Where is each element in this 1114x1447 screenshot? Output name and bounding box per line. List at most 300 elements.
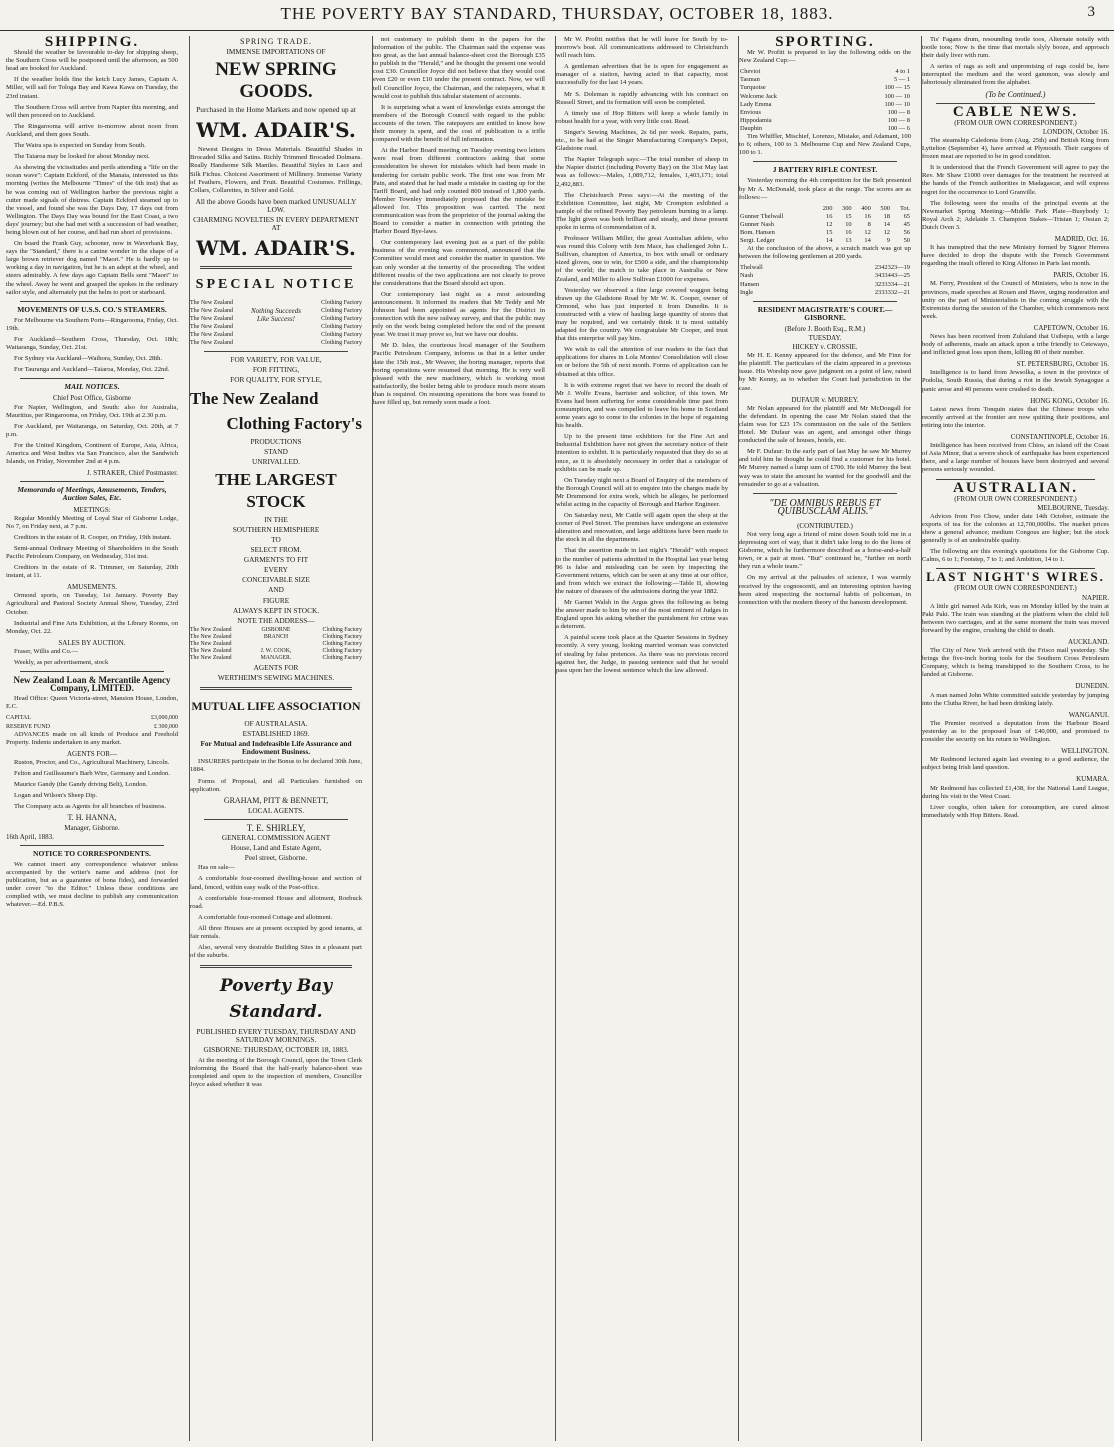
meeting-item: Creditors in the estate of R. Cooper, on Friday, 19th instant. xyxy=(14,533,172,541)
totals-row xyxy=(739,289,911,297)
movement-item: For Tauranga and Auckland—Taiaroa, Monday, Oct. 22nd. xyxy=(14,366,170,374)
table-cell: 5 — 1 xyxy=(894,76,910,84)
sale-item: A comfortable four-roomed House and allotment, Roebuck road. xyxy=(190,894,362,910)
cable-para: It is understood that the French Government will agree to pay the Rev. Mr Shaw £1000 over damages for the treatment he received at the hands of the French authorities in Madagascar, and will express regret for the occurrence to Lord Granville. xyxy=(922,164,1109,196)
table-cell: Welcome Jack xyxy=(740,92,777,100)
table-cell: 10 xyxy=(845,220,852,228)
shipping-para: The Taiaroa may be looked for about Monday next. xyxy=(14,153,150,161)
agents-for: AGENTS FOR xyxy=(253,662,299,672)
aus-para: The following are this evening's quotations for the Gisborne Cup. Calms, 6 to 1; Footstep, 7 to 1; and Ambition, 14 to 1. xyxy=(922,548,1109,564)
select-from: SELECT FROM. xyxy=(250,545,302,555)
table-cell: Bom. Hansen xyxy=(740,228,775,236)
motto: "DE OMNIBUS REBUS ET QUIBUSCLAM ALIIS." xyxy=(769,497,881,517)
column-para: Not very long ago a friend of mine down South told me in a depressing sort of way, that it didn't take long to do the lions of Gisborne, which he furthermore described as a horse-and-a-half town, or a pair at most. "But" continued he, "further on north they run a whole team." xyxy=(739,530,911,571)
divider xyxy=(20,481,164,482)
shipping-heading: SHIPPING. xyxy=(44,36,140,50)
branch-label: BRANCH xyxy=(263,633,289,640)
table-cell: Nash xyxy=(740,272,754,280)
meeting-item: Semi-annual Ordinary Meeting of Shareholders in the South Pacific Petroleum Company, on Wednesday, 31st inst. xyxy=(6,544,178,560)
movement-item: For Auckland—Southern Cross, Thursday, Oct. 18th; Waitaranga, Sunday, Oct. 21st. xyxy=(6,336,178,352)
shipping-para: If the weather holds fine the ketch Lucy James, Captain A. Miller, will sail for Tologa Bay and Kawa Kawa on Tuesday, the 23rd instant. xyxy=(6,76,178,100)
nz-label: The New Zealand xyxy=(190,633,232,640)
shipping-para: As showing the vicissitudes and perils attending a "life on the ocean wave": Captain Eckford, of the Manaia, interested us this morning (writes the Melbourne "Times" of the 6th inst) that as he was coming out of Wellington harbor the previous night a cutter made signals of distress. Captain Eckford steamed up to the vessel, and found she was the Days Day, 17 days out from Wellington. The Days Day was bound for the East Coast, a two days' journey; but she had met with a succession of bad weather, being blown out of her course, and had run short of provisions. xyxy=(6,164,178,236)
odds-row xyxy=(739,125,911,133)
nz-label: The New Zealand xyxy=(190,300,233,307)
divider xyxy=(20,301,164,302)
news-para: Mr Garnet Walsh in the Argus gives the following as being the answer made to him by one of the most eminent of Judges in England upon his asking whether the punishment for crime was a deterrent. xyxy=(556,599,728,631)
loan-office: Head Office: Queen Victoria-street, Mansion House, London, E.C. xyxy=(6,695,178,711)
column-3 xyxy=(372,36,545,1441)
score-row xyxy=(739,229,911,237)
assurance: For Mutual and Indefeasible Life Assurance and Endowment Business. xyxy=(200,739,352,757)
column-1 xyxy=(6,36,178,1441)
agent-item: Maurice Gandy (the Gandy driving Belt), London. xyxy=(14,781,148,789)
wire-para: Liver coughs, often taken for consumption, are cured almost immediately with Hop Bitters. Read. xyxy=(922,803,1109,819)
adair-title-2: WM. ADAIR'S. xyxy=(196,236,356,261)
news-para: Professor William Miller, the great Australian athlete, who was round this Colony with Jem Mace, has challenged John L. Sullivan, champion of America, to box with small or ordinary sized gloves, one to win, for £500 a side, and the championship of the world; the match to take place in Australia or New Zealand, and Miller to allow Sullivan £1000 for expenses. xyxy=(556,235,728,283)
unrivalled: UNRIVALLED. xyxy=(252,456,300,466)
movements-heading: MOVEMENTS OF U.S.S. CO.'S STEAMERS. xyxy=(17,304,167,314)
notice-text: We cannot insert any correspondence whatever unless accompanied by the writer's name and address (not for publication, but as a guarantee of bona fides), and forwarded under cover "to the Editor." Unless these conditions are complied with, we must decline to publish any communication whatever.—Ed. P.B.S. xyxy=(6,860,178,909)
dateline: WELLINGTON. xyxy=(1061,747,1109,756)
totals-row xyxy=(739,264,911,272)
wires-sub: (FROM OUR OWN CORRESPONDENT.) xyxy=(954,584,1077,593)
aus-para: Advices from Foo Chow, under date 14th October, estimate the exports of tea for the colonies at 12,700,000lbs. The market prices show a general advance; medium Congous are higher; but the stock generally is of an undesirable quality. xyxy=(922,512,1109,545)
table-cell: Thelwall xyxy=(740,264,763,272)
table-cell: 100 — 6 xyxy=(887,124,910,132)
table-cell: Lady Emma xyxy=(740,100,772,108)
odds-table xyxy=(739,68,911,133)
variety-line: FOR VARIETY, FOR VALUE, xyxy=(230,355,322,365)
dateline: AUCKLAND. xyxy=(1067,638,1109,646)
capital-row xyxy=(6,714,178,722)
table-cell: 100 — 10 xyxy=(884,92,910,100)
column-5 xyxy=(738,36,911,1441)
news-para: We wish to call the attention of our readers to the fact that applications for shares in Lola Montes' Consolidation will close on or before the 5th of next month. Forms of application can be obtained at this office. xyxy=(556,346,728,378)
wertheim: WERTHEIM'S SEWING MACHINES. xyxy=(217,672,335,682)
contributed: (CONTRIBUTED.) xyxy=(797,521,853,530)
sporting-para: Tim Whiffler, Mischief, Lorenzo, Mistake, and Adamant, 100 to 6; others, 100 to 3. Melbourne Cup and New Zealand Cups, 100 to 1. xyxy=(739,133,911,157)
article-para: not customary to publish them in the papers for the information of the public. The Chairman said the expense was too great, as the last annual balance-sheet cost the Borough £35 to publish in the "Herald," and he thought the present one would cost £30. Councillor Joyce did not believe that they would cost even £20 or even £10 under the present contract. Now, we will tell Councillor Joyce, the Chairman, and the ratepayers, what it would cost to publish this tabular statement of accounts. xyxy=(373,36,545,100)
nz-title: The New Zealand xyxy=(190,388,319,408)
kept-in-stock: ALWAYS KEPT IN STOCK. xyxy=(232,605,320,615)
graham-pitt: GRAHAM, PITT & BENNETT, xyxy=(223,795,329,805)
to: TO xyxy=(271,534,281,544)
nz-label: The New Zealand xyxy=(190,340,233,347)
table-cell: 65 xyxy=(903,212,910,220)
table-cell: 12 xyxy=(826,220,833,228)
news-para: That the assertion made in last night's "Herald" with respect to the number of patients admitted in the Hospital last year being 96 is false and misleading can be seen by inspecting the Government returns, which can be seen at any time at our office, and from which we extract the following:—Table II, showing the nature of diseases of the admissions during the year 1882. xyxy=(556,547,728,595)
divider xyxy=(20,378,164,379)
published-line: PUBLISHED EVERY TUESDAY, THURSDAY AND SATURDAY MORNINGS. xyxy=(196,1027,356,1045)
dateline: ST. PETERSBURG, October 16. xyxy=(1016,360,1109,369)
edition-dateline: GISBORNE: THURSDAY, OCTOBER 18, 1883. xyxy=(203,1045,349,1055)
table-cell: Turquoise xyxy=(740,84,766,92)
figure: FIGURE xyxy=(262,595,290,605)
table-cell: 50 xyxy=(903,237,910,245)
mail-item: For Napier, Wellington, and South: also for Australia, Mauritius, per Ringarooma, on Friday, Oct. 19th at 2.30 p.m. xyxy=(6,403,178,419)
mail-item: For Auckland, per Waitaranga, on Saturday, Oct. 20th, at 7 p.m. xyxy=(6,422,178,438)
case-title: DUFAUR v. MURREY. xyxy=(791,395,859,404)
table-cell: 100 — 15 xyxy=(884,84,910,92)
amusements-label: AMUSEMENTS. xyxy=(67,583,117,592)
divider xyxy=(20,671,164,672)
odds-row xyxy=(739,109,911,117)
capital-label: CAPITAL xyxy=(6,715,31,722)
established: ESTABLISHED 1869. xyxy=(242,729,310,739)
odds-row xyxy=(739,68,911,76)
insurers: INSURERS participate in the Bonus to be declared 30th June, 1884. xyxy=(190,758,362,774)
notice-heading: NOTICE TO CORRESPONDENTS. xyxy=(33,848,151,858)
table-cell: 12 xyxy=(864,228,871,236)
score-header-cell xyxy=(739,205,814,213)
score-row xyxy=(739,213,911,221)
loan-advances: ADVANCES made on all kinds of Produce and Freehold Property. Indents undertaken in any market. xyxy=(6,730,178,746)
cf-label: Clothing Factory xyxy=(321,316,362,323)
agent-item: Logan and Wilson's Sheep Dip. xyxy=(14,792,98,800)
charming-line: CHARMING NOVELTIES IN EVERY DEPARTMENT AT xyxy=(193,215,359,233)
dateline: MELBOURNE, Tuesday. xyxy=(1037,503,1109,512)
cf-label: Clothing Factory xyxy=(322,640,362,647)
divider xyxy=(753,493,897,494)
table-cell: Tasman xyxy=(740,76,760,84)
court-para: Mr H. E. Kenny appeared for the defence, and Mr Finn for the plaintiff. The particulars of the claim appeared in a previous issue. His Worship now gave judgment on a point of law, raised by Mr Kenny, as to whether the Court had jurisdiction in the case. xyxy=(739,352,911,392)
sale-item: Fraser, Willis and Co.— xyxy=(14,647,78,655)
wire-para: A man named John White committed suicide yesterday by jumping into the Clutha River, he had been drinking lately. xyxy=(922,691,1109,707)
news-para: Mr S. Doleman is rapidly advancing with his contract on Russell Street, and its formation will soon be completed. xyxy=(556,90,728,106)
australian-heading: AUSTRALIAN. xyxy=(953,479,1078,496)
to-be-continued: (To be Continued.) xyxy=(985,89,1046,99)
sale-item: A comfortable four-roomed dwelling-house and section of land, fenced, within easy walk of the Post-office. xyxy=(190,875,362,891)
sale-item: All three Houses are at present occupied by good tenants, at fair rentals. xyxy=(190,924,362,940)
adair-list: Newest Designs in Dress Materials. Beautiful Shades in Brocaded Silks and Satins. Richly Trimmed Brocaded Dolmans. Really Handsome Silk Mantles. Beautiful Styles in Lace and Silk Fichus. Choicest Assortment of Millinery. Immense Variety of Feathers, Flowers, and Fruit. Beautiful Costumes. Frillings, Collars, Collarettes, in Silver and Gold. xyxy=(190,146,362,194)
agents-label: AGENTS FOR— xyxy=(67,749,117,758)
shipping-para: The Southern Cross will arrive from Napier this morning, and will then proceed on to Auckland. xyxy=(6,103,178,119)
table-cell: 56 xyxy=(903,228,910,236)
score-header-cell: Tot. xyxy=(899,204,910,212)
cf-label: Clothing Factory xyxy=(322,626,362,633)
shipping-para: On board the Frank Guy, schooner, now in Waverbank Bay, says the "Standard," there is a canine wonder in the shape of a large brown retriever dog named "Maori." He is hardly up to working a day in navigation, but he is an adept at the wheel, and steers admirably. A few days ago Captain Bells sent "Maori" to the wheel. Away he went and grasped the spokes in the ordinary sailor style, and alternately put the helm to port or starboard. xyxy=(6,240,178,296)
news-para: Mr W. Profitt notifies that he will leave for South by to-morrow's boat. All communications addressed to Christchurch will reach him. xyxy=(556,36,728,60)
amusement-item: Industrial and Fine Arts Exhibition, at the Library Rooms, on Monday, Oct. 22. xyxy=(6,619,178,635)
wire-para: A little girl named Ada Kirk, was on Monday killed by the train at Paki Paki. The train was standing at the platform when the child fell between two carriages, and at the same moment the train was moved forward by the engine, crushing the child to death. xyxy=(922,602,1109,634)
rifle-para: At the conclusion of the above, a scratch match was got up between the following gentlemen at 200 yards. xyxy=(739,245,911,261)
news-para: The Christchurch Press says:—At the meeting of the Exhibition Committee, last night, Mr Crompton exhibited a sample of the refined Poverty Bay petroleum burning in a lamp. The light given was both brilliant and steady, and those present spoke in terms of commendation of it. xyxy=(556,191,728,231)
fitting-line: FOR FITTING, xyxy=(252,365,300,375)
news-para: Up to the present time exhibitors for the Fine Art and Industrial Exhibition have not given the secretary notice of their intention to exhibit. It is particularly requested that they do so at once, as it is absolutely necessary in order that a catalogue of exhibits can be made up. xyxy=(556,433,728,473)
rifle-para: Yesterday morning the 4th competition for the Belt presented by Mr A. McDonald, took place at the range. The scores are as follows:— xyxy=(739,177,911,201)
sale-item: Also, several very desirable Building Sites in a pleasant part of the suburbs. xyxy=(190,944,362,960)
column-para: Tis' Fagans drum, resounding tootle toos, Alternate noisily with tootle toos; Now is the time that mortals slyly booze, and approach their daily liver with rum. xyxy=(922,36,1109,60)
odds-row xyxy=(739,117,911,125)
spring-goods-title: NEW SPRING GOODS. xyxy=(215,59,337,103)
table-cell: 14 xyxy=(864,237,871,245)
clothing-factory-title: Clothing Factory's xyxy=(226,413,362,433)
table-cell: 16 xyxy=(826,212,833,220)
table-cell: 15 xyxy=(845,212,852,220)
score-header-cell: 500 xyxy=(880,204,890,212)
dateline: WANGANUI. xyxy=(1068,710,1109,719)
southern-hemisphere: SOUTHERN HEMISPHERE xyxy=(232,524,320,534)
conceivable: CONCEIVABLE SIZE xyxy=(242,575,310,585)
quality-line: FOR QUALITY, FOR STYLE, xyxy=(230,375,322,385)
cf-label: Clothing Factory xyxy=(322,633,362,640)
table-cell: 100 — 10 xyxy=(884,100,910,108)
cable-para: The following were the results of the principal events at the Newmarket Spring Meeting:—Middle Park Plate—Busybody 1; Royal Arch 2; Adelaide 3. Champion Stakes—Tristan 1; Ossian 2; Dutch Oven 3. xyxy=(922,199,1109,231)
court-para: Mr F. Dufaur: In the early part of last May he saw Mr Murrey and told him he thought he could find a customer for his hotel. Mr Murrey named a lump sum of £700. He told Murrey the best way was to state the amount he wanted for the goodwill and the remainder to go at a valuation. xyxy=(739,448,911,488)
mail-sub: Chief Post Office, Gisborne xyxy=(52,394,132,403)
mail-item: For the United Kingdom, Continent of Europe, Asia, Africa, America and West Indies via San Francisco, also the Sandwich Islands, on Friday, November 2nd at 4 p.m. xyxy=(6,441,178,466)
and: AND xyxy=(268,585,284,595)
column-2-ads xyxy=(189,36,362,1441)
sale-item: Weekly, as per advertisement, stock xyxy=(14,659,109,666)
odds-row xyxy=(739,76,911,84)
dateline: PARIS, October 16. xyxy=(1053,271,1109,280)
editorial-lead: At the meeting of the Borough Council, upon the Town Clerk informing the Board that the half-yearly balance-sheet was completed and open to the inspection of members, Councillor Joyce asked whether it was xyxy=(190,1056,362,1088)
shirley: T. E. SHIRLEY, xyxy=(246,822,306,833)
in-the: IN THE xyxy=(264,514,288,524)
masthead xyxy=(0,4,1114,31)
column-6 xyxy=(921,36,1109,1441)
every: EVERY xyxy=(264,565,288,575)
sporting-heading: SPORTING. xyxy=(775,36,875,50)
dateline: LONDON, October 16. xyxy=(1042,127,1109,136)
table-cell: 16 xyxy=(845,228,852,236)
manager-title: Manager, Gisborne. xyxy=(64,823,120,832)
column-4 xyxy=(555,36,728,1441)
cable-para: It has transpired that the new Ministry formed by Signor Herrera have decided to drop the dispute with the French Government regarding the insult offered to King Alfonso in Paris last month. xyxy=(922,244,1109,268)
cable-para: The steamship Caledonia from (Aug. 25th) and British King from Lyttelton (September 4), have arrived at Plymouth. Their cargoes of frozen meat are reported to be in good condition. xyxy=(922,136,1109,161)
court-before: (Before J. Booth Esq., R.M.) xyxy=(784,324,866,333)
news-para: It is with extreme regret that we have to record the death of Mr J. Wolfe Evans, barrister and solicitor, of this town. Mr Evans had been suffering for some considerable time past from consumption, and was compelled to leave his home in Scotland some years ago to come to the colonies in the hope of regaining his health. xyxy=(556,381,728,430)
table-cell: Envious xyxy=(740,108,761,116)
cf-label: Clothing Factory xyxy=(321,324,362,331)
clothing-factory-box xyxy=(190,299,362,347)
shipping-para: The Ringarooma will arrive to-morrow about noon from Auckland, and then goes South. xyxy=(6,122,178,138)
table-cell: 3433443—25 xyxy=(874,272,910,280)
nz-label: The New Zealand xyxy=(190,308,233,315)
nz-label: The New Zealand xyxy=(190,647,232,654)
article-para: Our contemporary last evening just as a part of the public business of the evening was commenced, announced that the Committee would meet and consider the matter in question. We can only wonder at the temerity of the proceeding. The widest different results of the two applications are not clearly to prove the considerations that the Board should act upon. xyxy=(373,239,545,287)
odds-row xyxy=(739,93,911,101)
divider xyxy=(200,266,352,269)
loan-company-heading: New Zealand Loan & Mercantile Agency Company, LIMITED. xyxy=(13,675,171,694)
divider xyxy=(204,351,348,352)
nz-label: The New Zealand xyxy=(190,332,233,339)
adair-title: WM. ADAIR'S. xyxy=(196,118,356,143)
nz-label: The New Zealand xyxy=(190,640,232,647)
table-cell: Dauphin xyxy=(740,124,763,132)
table-cell: 12 xyxy=(883,228,890,236)
cf-label: Clothing Factory xyxy=(321,340,362,347)
divider xyxy=(204,819,348,820)
dateline: MADRID, Oct. 16. xyxy=(1054,234,1109,243)
wire-para: Mr Redmond lectured again last evening to a good audience, the subject being Irish land question. xyxy=(922,756,1109,772)
wire-para: The Premier received a deputation from the Harbour Board yesterday as to the proposed loan of £40,000, and promised to consider the security on his return to Wellington. xyxy=(922,719,1109,744)
table-cell: Gunner Thelwall xyxy=(740,212,784,220)
table-cell: 15 xyxy=(826,228,833,236)
date-line: 16th April, 1883. xyxy=(6,832,54,841)
table-cell: 13 xyxy=(845,237,852,245)
special-notice: SPECIAL NOTICE xyxy=(195,277,357,293)
divider xyxy=(20,845,164,846)
largest-stock: THE LARGEST STOCK xyxy=(215,469,337,511)
shipping-para: Should the weather be favourable to-day for shipping sheep, the Southern Cross will be postponed until the afternoon, as 500 head are booked for Auckland. xyxy=(6,49,178,73)
table-cell: 2342323—19 xyxy=(874,264,910,272)
cf-label: Clothing Factory xyxy=(321,332,362,339)
table-cell: 3233334—21 xyxy=(874,280,910,288)
memoranda-heading: Memoranda of Meetings, Amusements, Tenders, Auction Sales, Etc. xyxy=(17,485,167,503)
score-row xyxy=(739,237,911,245)
australian-sub: (FROM OUR OWN CORRESPONDENT.) xyxy=(954,494,1077,503)
page-number: 3 xyxy=(1087,4,1096,20)
cable-para: Intelligence has been received from Chios, an island off the Coast of Asia Minor, that a severe shock of earthquake has been experienced there, and a large number of houses have been destroyed and several persons seriously wounded. xyxy=(922,442,1109,474)
dateline: HONG KONG, October 16. xyxy=(1030,396,1109,405)
agent-item: Felton and Guilleaume's Barb Wire, Germany and London. xyxy=(14,770,170,778)
table-cell: 9 xyxy=(886,237,890,245)
mail-signature: J. STRAKER, Chief Postmaster. xyxy=(86,469,178,478)
news-para: Yesterday we observed a fine large covered waggon being drawn up the Gladstone Road by Mr W. K. Cooper, owner of Ormond, who has just imported it from Dunedin. It is constructed with a view of hauling large quantity of stores that may be required, and we certainly think it is most suitably adapted for the country. We congratulate Mr Cooper, and trust that this enterprise will pay him. xyxy=(556,286,728,343)
has-on-sale: Has on sale— xyxy=(198,864,235,872)
score-header-cell: 300 xyxy=(842,204,852,212)
manager-name: T. H. HANNA, xyxy=(67,813,117,823)
news-para: On Tuesday night next a Board of Enquiry of the members of the Borough Council will sit to enquire into the charges made by Mr Drummond for extra work, which he alleges, he performed whilst acting in the capacity of Borough and Harbor Engineer. xyxy=(556,476,728,508)
house-agent: House, Land and Estate Agent, xyxy=(230,843,322,853)
article-para: At the Harbor Board meeting on Tuesday evening two letters were read from different contractors asking that some consideration be shown for mistakes which had been made in tendering for certain public work. The first one was from Mr Pain, and stated that he had made a mistake in casting up for the Tariff Board, and had only counted 800 instead of 1,800 yards. Member Townley immediately proposed that the mistake be allowed for. This proposition was carried. The next communication was from the proprietor of the journal asking the Board to consider a matter in connection with printing the Harbor Board Bye-laws. xyxy=(373,147,545,236)
totals-row xyxy=(739,281,911,289)
table-cell: 2333332—21 xyxy=(874,288,910,296)
totals-table xyxy=(739,264,911,296)
table-cell: Ingle xyxy=(740,288,754,296)
cable-para: Intelligence is to hand from Jewsolka, a town in the province of Podolia, South Russia, that during a riot in the Jewish Synagogue a panic arose and 40 persons were crushed to death. xyxy=(922,369,1109,393)
cf-label: Clothing Factory xyxy=(322,654,362,661)
dateline: CONSTANTINOPLE, October 16. xyxy=(1010,433,1109,442)
news-para: A painful scene took place at the Quarter Sessions in Sydney recently. A very young, looking married woman was convicted of stealing by false pretences. As there was no previous record against her, the Judge, in passing sentence said that he would pass upon her the lowest sentence which the law allowed. xyxy=(556,634,728,674)
cable-para: News has been received from Zululand that Usibepu, with a large body of adherents, made an attack upon a tribe friendly to Cetewayo, and inflicted great loss upon them, killing 80 of their number. xyxy=(922,333,1109,357)
garments: GARMENTS TO FIT xyxy=(243,555,309,565)
masthead-title: THE POVERTY BAY STANDARD, THURSDAY, OCTOBER 18, 1883. xyxy=(280,4,834,23)
score-header-cell: 400 xyxy=(861,204,871,212)
court-day: TUESDAY. xyxy=(808,334,842,342)
meeting-item: Regular Monthly Meeting of Loyal Star of Gisborne Lodge, No 7, on Friday next, at 7 p.m. xyxy=(6,514,178,530)
capital-value: £3,000,000 xyxy=(151,715,178,722)
amusement-item: Ormond sports, on Tuesday, 1st January. Poverty Bay Agricultural and Pastoral Society Annual Show, Tuesday, 23rd October. xyxy=(6,592,178,616)
reserve-value: £ 300,000 xyxy=(154,723,178,730)
article-para: Mr D. Isles, the courteous local manager of the Southern Pacific Petroleum Company, informs us that in a letter under date the 15th inst., Mr Weaver, the boring manager, reports that boring operations were resumed that morning. He is very well pleased with the new machinery, which is working most satisfactorily, the boiler being able to produce much more steam than is required. On resuming operations the bore was found to have filled up, but remedy soon made a foot. xyxy=(373,342,545,407)
court-heading: RESIDENT MAGISTRATE'S COURT.—GISBORNE. xyxy=(757,304,893,322)
wire-para: Mr Redmond has collected £1,438, for the National Land League, during his visit to the West Coast. xyxy=(922,784,1109,800)
cable-para: Latest news from Tonquin states that the Chinese troops who recently arrived at the frontier are now quitting their positions, and retiring into the interior. xyxy=(922,405,1109,429)
column-para: On my arrival at the palisades of science, I was warmly received by the cognoscenti, and an interesting opinion having been aired respecting the nocturnal habits of policeman, in connection with the modern theory of the hansom development. xyxy=(739,574,911,606)
movement-item: For Sydney via Auckland—Waihora, Sunday, Oct. 28th. xyxy=(14,355,163,363)
gisborne-label: GISBORNE xyxy=(261,626,291,633)
dateline: KUMARA. xyxy=(1076,775,1109,784)
table-cell: 100 — 8 xyxy=(887,116,910,124)
purchased-line: Purchased in the Home Markets and now opened up at xyxy=(196,105,356,115)
divider xyxy=(200,687,352,690)
table-cell: 100 — 8 xyxy=(887,108,910,116)
forms: Forms of Proposal, and all Particulars furnished on application. xyxy=(190,777,362,793)
wires-heading: LAST NIGHT'S WIRES. xyxy=(926,569,1105,585)
score-header-cell: 200 xyxy=(822,204,833,212)
score-table xyxy=(739,205,911,245)
sales-label: SALES BY AUCTION. xyxy=(58,638,126,647)
cable-sub: (FROM OUR OWN CORRESPONDENT.) xyxy=(954,118,1077,127)
divider xyxy=(200,965,352,968)
table-cell: 14 xyxy=(826,237,833,245)
column-para: A series of rags as soft and unpromising of rags could be, here interrupted the medium and the word gammon, was slowly and laboriously eliminated from the alphabet. xyxy=(922,63,1109,87)
meeting-item: Creditors in the estate of R. Trimmer, on Saturday, 20th instant, at 11. xyxy=(6,564,178,580)
news-para: The Napier Telegraph says:—The total number of sheep in the Napier district (including Poverty Bay) on the 31st May last was as follows:—Males, 1,089,712, females, 1,403,171; total 2,492,883. xyxy=(556,156,728,188)
table-cell: 14 xyxy=(883,220,890,228)
gca: GENERAL COMMISSION AGENT xyxy=(221,833,331,843)
news-para: Singer's Sewing Machines, 2s 6d per week. Repairs, parts, etc., to be had at the Singer Manufacturing Company's Depot, Gladstone road. xyxy=(556,128,728,153)
divider xyxy=(753,161,897,162)
table-cell: 8 xyxy=(867,220,871,228)
mail-heading: MAIL NOTICES. xyxy=(64,382,120,392)
reserve-label: RESERVE FUND xyxy=(6,723,51,730)
nz-label: The New Zealand xyxy=(190,626,232,633)
dateline: NAPIER. xyxy=(1081,593,1109,602)
nothing-succeeds: Nothing Succeeds Like Success! xyxy=(251,307,301,324)
table-cell: 45 xyxy=(903,220,910,228)
divider xyxy=(753,301,897,302)
productions: PRODUCTIONS xyxy=(250,436,302,446)
local-agents: LOCAL AGENTS. xyxy=(247,805,305,815)
table-cell: Hansen xyxy=(740,280,760,288)
court-para: Mr Nolan appeared for the plaintiff and Mr McDougall for the defendant. In opening the case Mr Nolan stated that the claim was for £23 17s commission on the sale of the Settlers Hotel. Mr Dufaur was an agent, and amongst other things conducted the sale of houses, hotels, etc. xyxy=(739,404,911,445)
agent-item: The Company acts as Agents for all branches of business. xyxy=(14,803,166,811)
news-para: A timely use of Hop Bitters will keep a whole family in robust health for a year, with very little cost. Read. xyxy=(556,109,728,125)
table-cell: 4 to 1 xyxy=(895,68,910,76)
sporting-para: Mr W. Profitt is prepared to lay the following odds on the New Zealand Cup:— xyxy=(739,49,911,65)
reserve-row xyxy=(6,723,178,731)
nz-label: The New Zealand xyxy=(190,324,233,331)
imports-line: IMMENSE IMPORTATIONS OF xyxy=(226,47,326,57)
table-cell: Hippodamia xyxy=(740,116,772,124)
cable-para: M. Ferry, President of the Council of Ministers, who is now in the provinces, made speeches at Rouen and Havre, urging moderation and unity on the part of Ministerialists in the coming struggle with the Extremists during the session of the Chamber, which commences next week. xyxy=(922,280,1109,320)
news-para: A gentleman advertises that he is open for engagement as manager of a station, having acted in that capacity, most successfully for the last 14 years. xyxy=(556,63,728,87)
peel-street: Peel street, Gisborne. xyxy=(244,853,308,863)
table-cell: Sergt. Ledger xyxy=(740,237,775,245)
odds-row xyxy=(739,101,911,109)
cf-label: Clothing Factory xyxy=(321,300,362,307)
article-para: Our contemporary last night as a most astounding announcement. It informed its readers that Mr Teddy and Mr Johnson had been appointed as agents for the District in connection with the new railway survey, and that the public may rely on the work being completed before the end of the present year. We trust it may prove so, but we have our doubts. xyxy=(373,290,545,339)
dateline: DUNEDIN. xyxy=(1075,682,1109,691)
manager-label: MANAGER. xyxy=(260,654,292,661)
manager-name: J. W. COOK, xyxy=(260,647,292,654)
score-row xyxy=(739,221,911,229)
shipping-para: The Waira spa is expected on Sunday from South. xyxy=(14,142,146,150)
cf-label: Clothing Factory xyxy=(322,647,362,654)
news-para: On Saturday next, Mr Cattle will again open the shop at the corner of Peel Street. The premises have undergone an extensive alteration and renovation, and large additions have been made to the stock in all the departments. xyxy=(556,512,728,544)
sale-item: A comfortable four-roomed Cottage and allotment. xyxy=(198,913,333,921)
table-cell: 16 xyxy=(864,212,871,220)
nz-label: The New Zealand xyxy=(190,316,233,323)
spring-trade: SPRING TRADE. xyxy=(240,37,312,46)
wire-para: The City of New York arrived with the Frisco mail yesterday. She brings the five-inch boring tools for the Southern Cross Petroleum Company, which is being transhipped to the Southern Cross, to be landed at Gisborne. xyxy=(922,647,1109,679)
standard-title: Poverty Bay Standard. xyxy=(219,976,333,1023)
australasia: OF AUSTRALASIA. xyxy=(244,719,308,728)
note-address: NOTE THE ADDRESS— xyxy=(237,615,315,625)
agent-item: Ruston, Proctor, and Co., Agricultural Machinery, Lincoln. xyxy=(14,758,170,766)
cable-heading: CABLE NEWS. xyxy=(952,103,1079,120)
article-para: It is surprising what a want of knowledge exists amongst the members of the Borough Council with regard to the public accounts of the town. The ratepayers are entitled to know how their money is spent, and the cost of publication is a trifle compared with the benefit of full information. xyxy=(373,103,545,144)
cf-label: Clothing Factory xyxy=(321,308,362,315)
odds-row xyxy=(739,84,911,92)
movement-item: For Melbourne via Southern Ports—Ringarooma, Friday, Oct. 19th. xyxy=(6,316,178,332)
meetings-label: MEETINGS: xyxy=(73,505,111,514)
